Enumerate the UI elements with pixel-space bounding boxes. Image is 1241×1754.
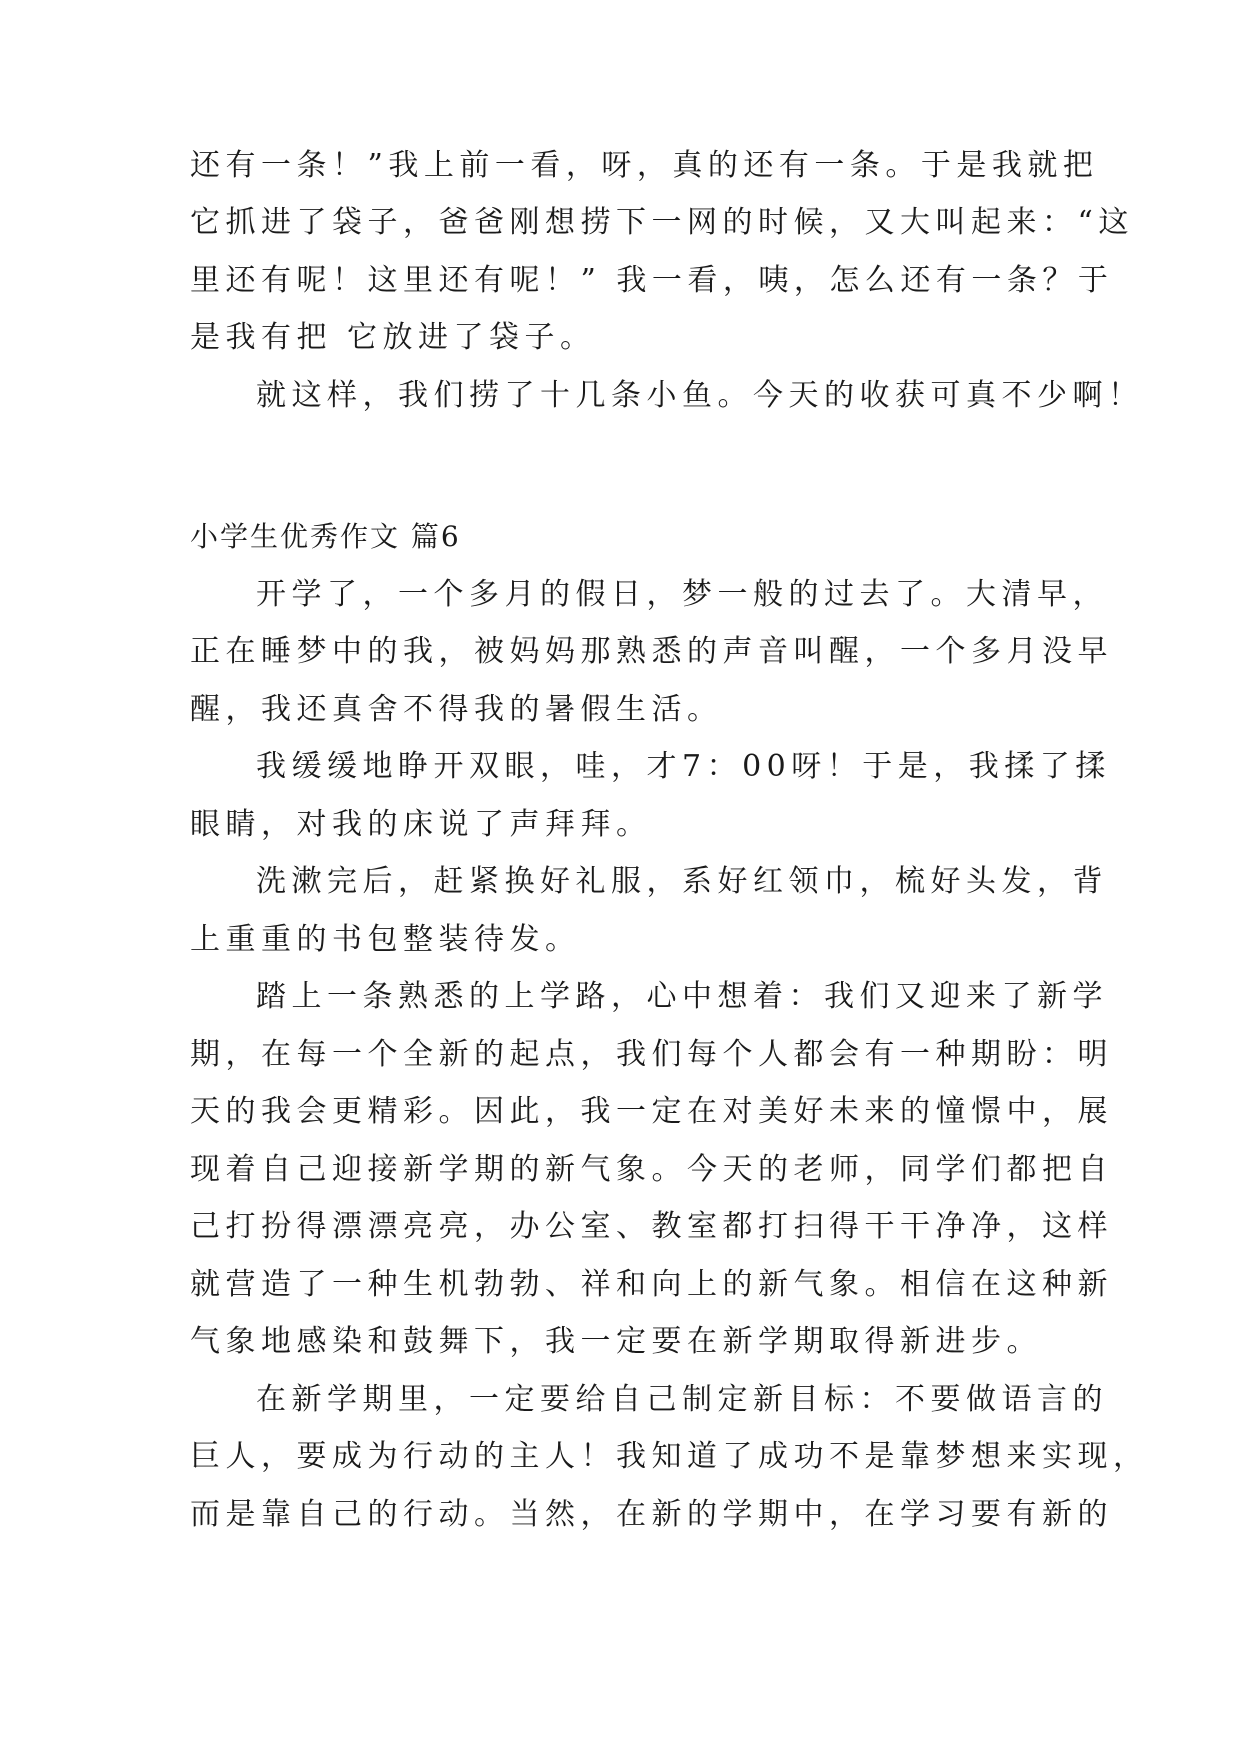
text-line: 开学了，一个多月的假日，梦一般的过去了。大清早， xyxy=(256,577,1108,612)
text-line: 是我有把 它放进了袋子。 xyxy=(190,320,596,355)
text-line: 里还有呢！这里还有呢！” 我一看，咦，怎么还有一条？于 xyxy=(190,263,1114,298)
text-line: 洗漱完后，赶紧换好礼服，系好红领巾，梳好头发，背 xyxy=(256,864,1108,899)
text-line: 就营造了一种生机勃勃、祥和向上的新气象。相信在这种新 xyxy=(190,1267,1113,1302)
section-title: 小学生优秀作文 篇6 xyxy=(190,520,461,553)
text-line: 期，在每一个全新的起点，我们每个人都会有一种期盼：明 xyxy=(190,1037,1113,1072)
text-line: 在新学期里，一定要给自己制定新目标：不要做语言的 xyxy=(256,1382,1108,1417)
text-line: 我缓缓地睁开双眼，哇，才7：00呀！于是，我揉了揉 xyxy=(256,749,1111,784)
text-line: 而是靠自己的行动。当然，在新的学期中，在学习要有新的 xyxy=(190,1497,1113,1532)
text-line: 它抓进了袋子，爸爸刚想捞下一网的时候，又大叫起来：“这 xyxy=(190,205,1134,240)
text-line: 气象地感染和鼓舞下，我一定要在新学期取得新进步。 xyxy=(190,1324,1042,1359)
text-line: 正在睡梦中的我，被妈妈那熟悉的声音叫醒，一个多月没早 xyxy=(190,634,1113,669)
text-line: 天的我会更精彩。因此，我一定在对美好未来的憧憬中，展 xyxy=(190,1094,1113,1129)
text-line: 醒，我还真舍不得我的暑假生活。 xyxy=(190,692,723,727)
text-line: 上重重的书包整装待发。 xyxy=(190,922,581,957)
text-line: 就这样，我们捞了十几条小鱼。今天的收获可真不少啊！ xyxy=(256,378,1144,413)
text-line: 己打扮得漂漂亮亮，办公室、教室都打扫得干干净净，这样 xyxy=(190,1209,1113,1244)
text-line: 现着自己迎接新学期的新气象。今天的老师，同学们都把自 xyxy=(190,1152,1113,1187)
text-line: 眼睛，对我的床说了声拜拜。 xyxy=(190,807,652,842)
text-line: 还有一条！”我上前一看，呀，真的还有一条。于是我就把 xyxy=(190,148,1099,183)
text-line: 巨人，要成为行动的主人！我知道了成功不是靠梦想来实现， xyxy=(190,1439,1149,1474)
text-line: 踏上一条熟悉的上学路，心中想着：我们又迎来了新学 xyxy=(256,979,1108,1014)
